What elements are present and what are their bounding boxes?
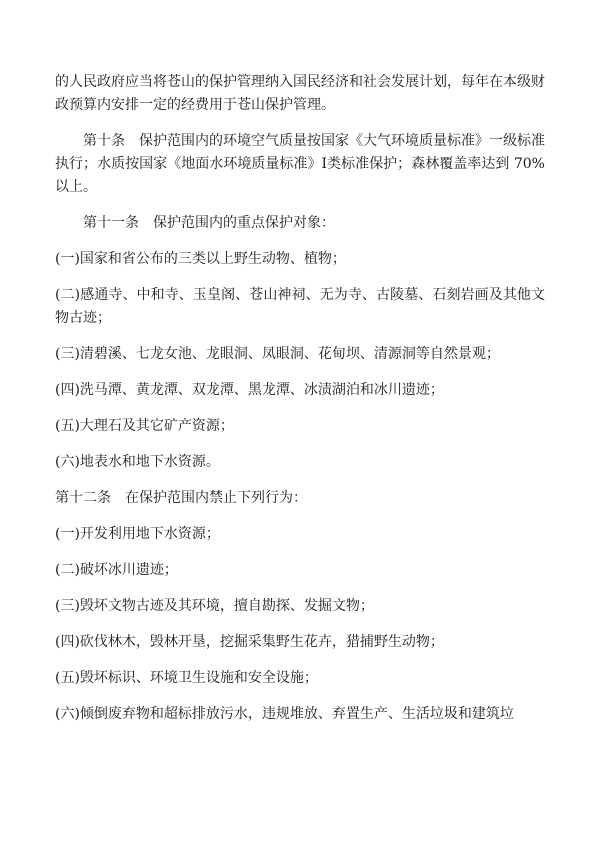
article-11-item-6: (六)地表水和地下水资源。 bbox=[55, 454, 220, 470]
article-12-item-4: (四)砍伐林木，毁林开垦，挖掘采集野生花卉，猎捕野生动物； bbox=[55, 634, 444, 650]
article-10: 第十条 保护范围内的环境空气质量按国家《大气环境质量标准》一级标准执行；水质按国家《地面水环境质量标准》Ⅰ类标准保护；森林覆盖率达到 70%以上。 bbox=[55, 133, 545, 195]
document-body bbox=[55, 71, 545, 739]
article-11-heading: 第十一条 保护范围内的重点保护对象： bbox=[83, 215, 335, 231]
article-11-item-1: (一)国家和省公布的三类以上野生动物、植物； bbox=[55, 251, 346, 267]
article-12-item-3: (三)毁坏文物古迹及其环境，擅自勘探、发掘文物； bbox=[55, 598, 374, 614]
article-12-heading: 第十二条 在保护范围内禁止下列行为： bbox=[55, 490, 307, 506]
article-12-item-6: (六)倾倒废弃物和超标排放污水，违规堆放、弃置生产、生活垃圾和建筑垃 bbox=[55, 706, 514, 722]
article-12-item-2: (二)破坏冰川遗迹； bbox=[55, 562, 178, 578]
article-11-item-3: (三)清碧溪、七龙女池、龙眼洞、凤眼洞、花甸坝、清源洞等自然景观； bbox=[55, 346, 500, 362]
paragraph-continuation: 的人民政府应当将苍山的保护管理纳入国民经济和社会发展计划，每年在本级财政预算内安排一定的经费用于苍山保护管理。 bbox=[55, 74, 545, 113]
article-11-item-4: (四)洗马潭、黄龙潭、双龙潭、黑龙潭、冰渍湖泊和冰川遗迹； bbox=[55, 382, 444, 398]
article-12-item-5: (五)毁坏标识、环境卫生设施和安全设施； bbox=[55, 670, 318, 686]
article-12-item-1: (一)开发利用地下水资源； bbox=[55, 526, 220, 542]
article-11-item-2: (二)感通寺、中和寺、玉皇阁、苍山神祠、无为寺、古陵墓、石刻岩画及其他文物古迹； bbox=[55, 287, 545, 326]
article-11-item-5: (五)大理石及其它矿产资源； bbox=[55, 418, 234, 434]
